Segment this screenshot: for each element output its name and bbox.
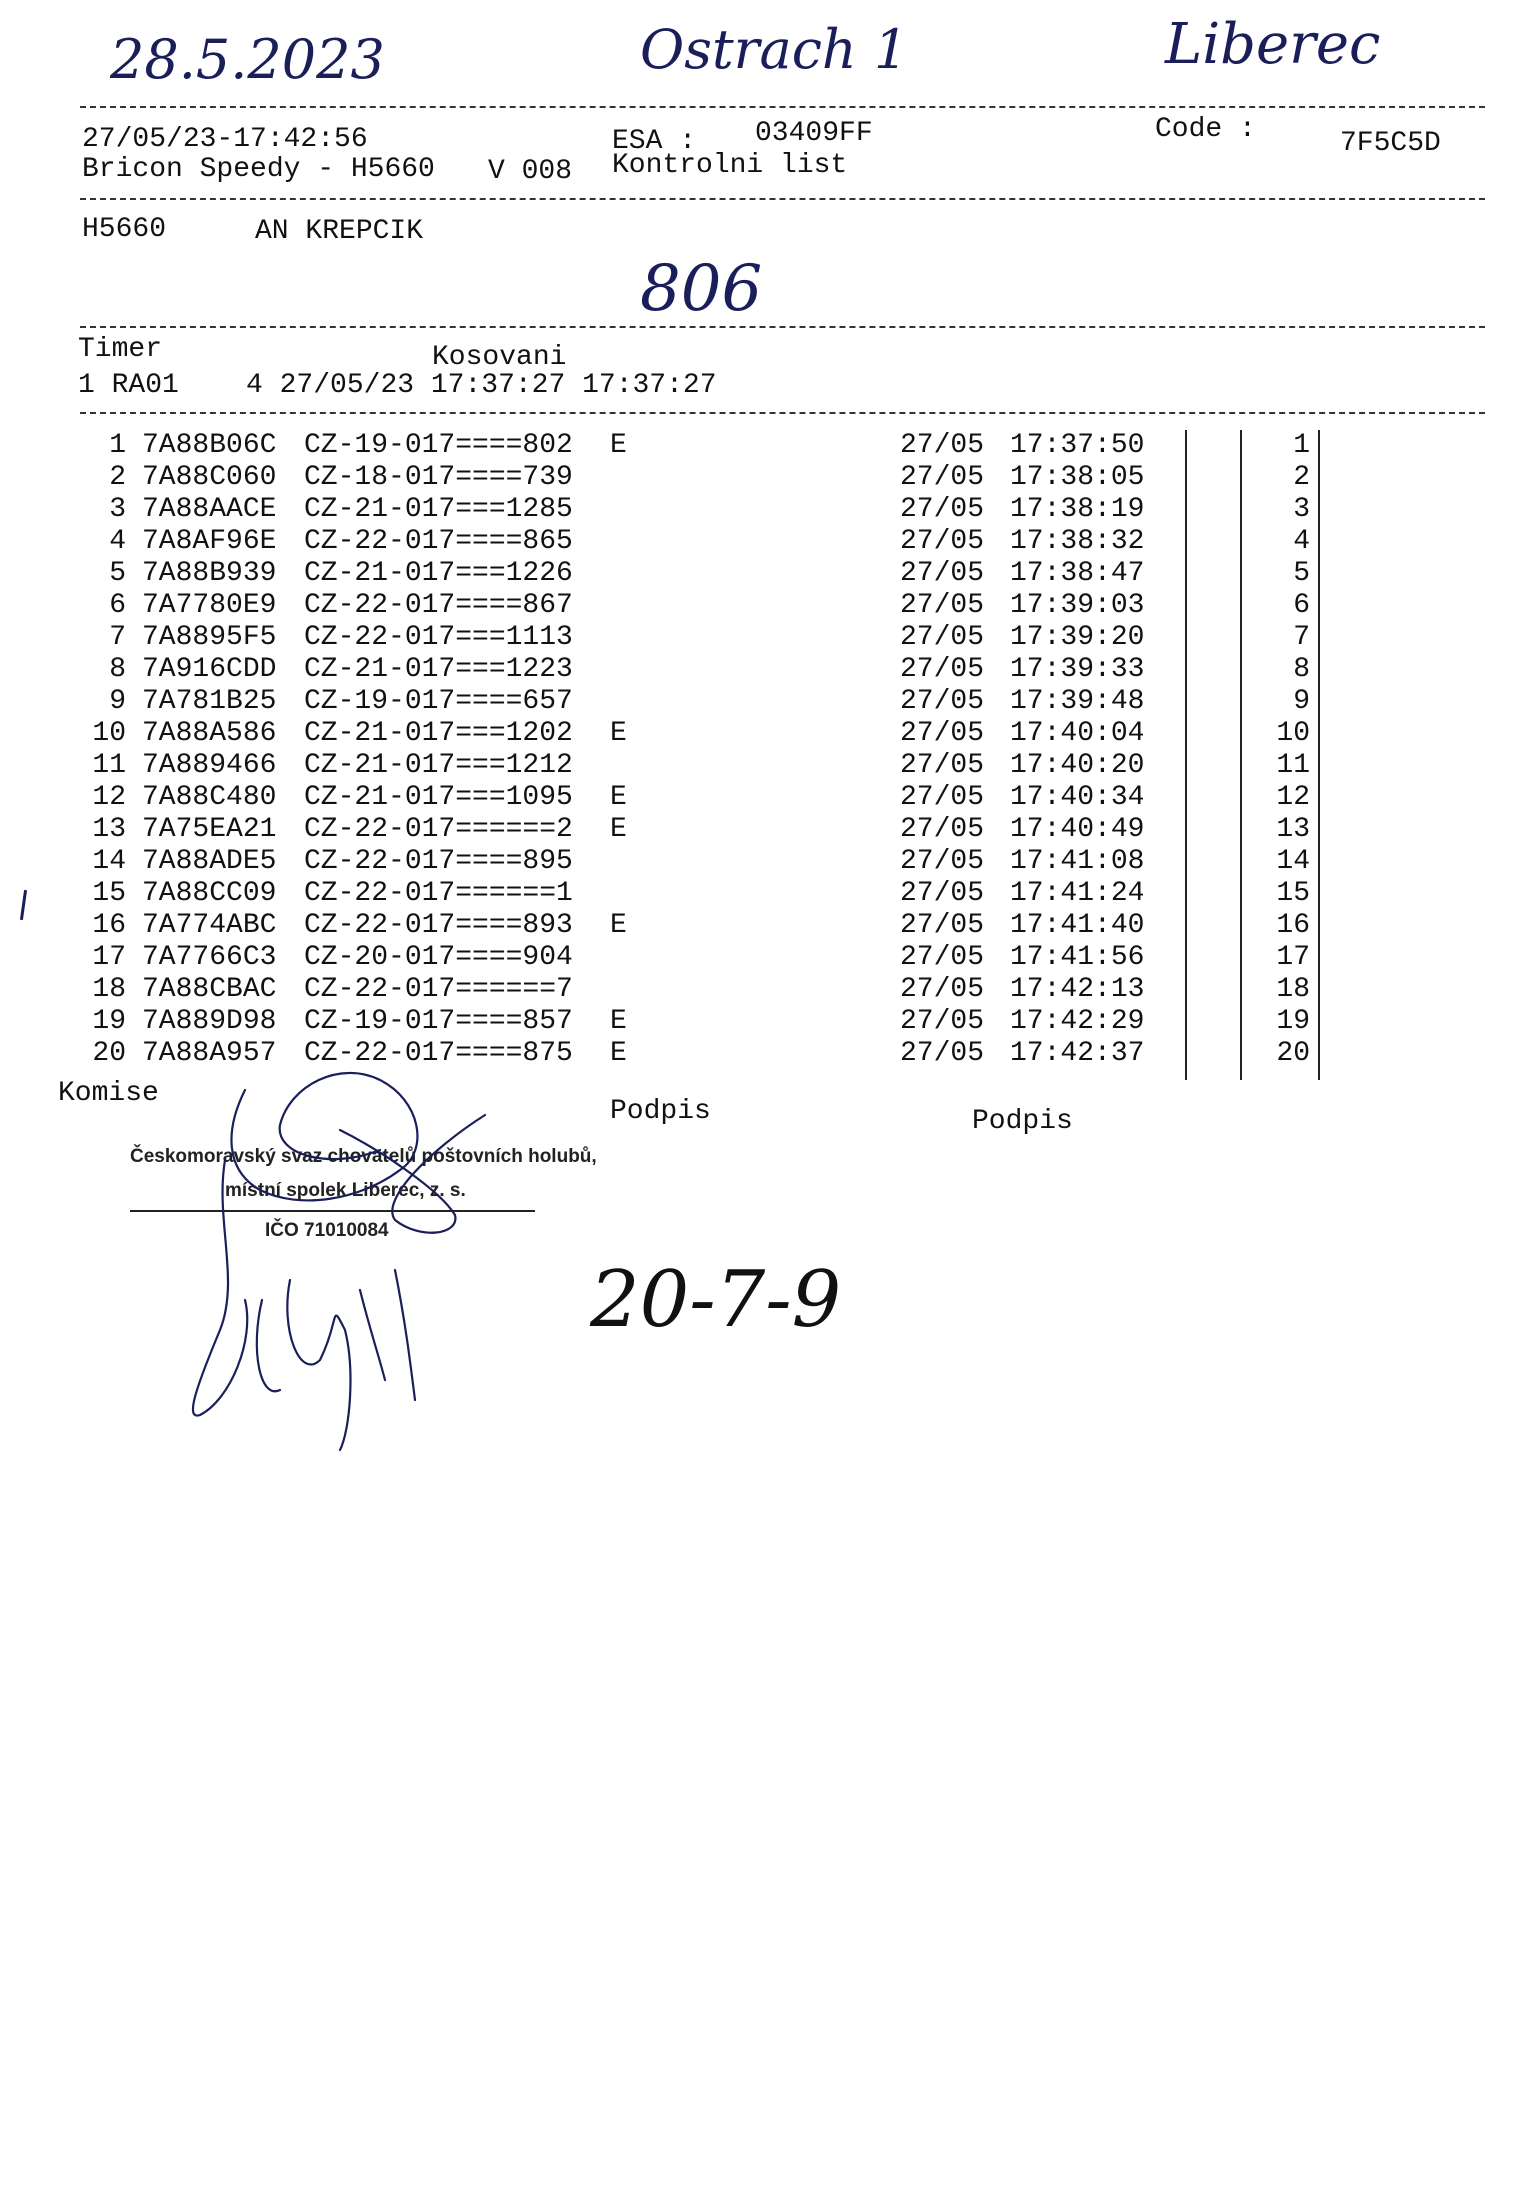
table-row: 2 7A88C060 CZ-18-017====739 27/05 17:38:05 2 bbox=[109, 462, 1310, 493]
member-name: AN KREPCIK bbox=[255, 216, 424, 247]
timer-row: 1 RA01 4 27/05/23 17:37:27 17:37:27 bbox=[78, 370, 717, 401]
table-row: 5 7A88B939 CZ-21-017===1226 27/05 17:38:47 5 bbox=[109, 558, 1310, 589]
table-row: 8 7A916CDD CZ-21-017===1223 27/05 17:39:33 8 bbox=[109, 654, 1310, 685]
kosovani-label: Kosovani bbox=[432, 342, 567, 373]
handwritten-count: 806 bbox=[640, 252, 763, 326]
table-row: 20 7A88A957 CZ-22-017====875 E 27/05 17:42:37 20 bbox=[92, 1038, 1310, 1069]
table-row: 9 7A781B25 CZ-19-017====657 27/05 17:39:48 9 bbox=[109, 686, 1310, 717]
table-row: 10 7A88A586 CZ-21-017===1202 E 27/05 17:40:04 10 bbox=[92, 718, 1310, 749]
komise-label: Komise bbox=[58, 1078, 159, 1109]
divider-top bbox=[80, 106, 1485, 108]
table-row: 14 7A88ADE5 CZ-22-017====895 27/05 17:41:08 14 bbox=[92, 846, 1310, 877]
table-row: 3 7A88AACE CZ-21-017===1285 27/05 17:38:19 3 bbox=[109, 494, 1310, 525]
handwritten-date: 28.5.2023 bbox=[110, 28, 385, 91]
device-name: Bricon Speedy - H5660 bbox=[82, 154, 435, 185]
divider-timer bbox=[80, 326, 1485, 328]
rule-right bbox=[1318, 430, 1320, 1080]
handwritten-place-right: Liberec bbox=[1165, 12, 1381, 77]
podpis-label-2: Podpis bbox=[972, 1106, 1073, 1137]
handwritten-result: 20-7-9 bbox=[590, 1255, 842, 1345]
stamp-line-3: IČO 71010084 bbox=[265, 1220, 389, 1241]
rule-left bbox=[1185, 430, 1187, 1080]
stamp-rule bbox=[130, 1210, 535, 1212]
table-row: 11 7A889466 CZ-21-017===1212 27/05 17:40:20 11 bbox=[92, 750, 1310, 781]
header-timestamp: 27/05/23-17:42:56 bbox=[82, 124, 368, 155]
table-row: 4 7A8AF96E CZ-22-017====865 27/05 17:38:32 4 bbox=[109, 526, 1310, 557]
podpis-label-1: Podpis bbox=[610, 1096, 711, 1127]
table-row: 12 7A88C480 CZ-21-017===1095 E 27/05 17:40:34 12 bbox=[92, 782, 1310, 813]
table-row: 15 7A88CC09 CZ-22-017======1 27/05 17:41:24 15 bbox=[92, 878, 1310, 909]
stamp-line-2: místní spolek Liberec, z. s. bbox=[225, 1180, 466, 1201]
device-version: V 008 bbox=[488, 156, 573, 187]
table-row: 18 7A88CBAC CZ-22-017======7 27/05 17:42:13 18 bbox=[92, 974, 1310, 1005]
stamp-line-1: Českomoravský svaz chovatelů poštovních holubů, bbox=[130, 1146, 597, 1167]
table-row: 17 7A7766C3 CZ-20-017====904 27/05 17:41:56 17 bbox=[92, 942, 1310, 973]
handwritten-place-mid: Ostrach 1 bbox=[640, 18, 909, 81]
table-row: 19 7A889D98 CZ-19-017====857 E 27/05 17:42:29 19 bbox=[92, 1006, 1310, 1037]
table-row: 13 7A75EA21 CZ-22-017======2 E 27/05 17:40:49 13 bbox=[92, 814, 1310, 845]
stamp bbox=[125, 1140, 597, 1260]
list-title: Kontrolni list bbox=[612, 150, 848, 181]
table-row: 7 7A8895F5 CZ-22-017===1113 27/05 17:39:20 7 bbox=[109, 622, 1310, 653]
table-row: 16 7A774ABC CZ-22-017====893 E 27/05 17:41:40 16 bbox=[92, 910, 1310, 941]
divider-header bbox=[80, 198, 1485, 200]
table-row: 1 7A88B06C CZ-19-017====802 E 27/05 17:37:50 1 bbox=[109, 430, 1310, 461]
rule-mid bbox=[1240, 430, 1242, 1080]
member-id: H5660 bbox=[82, 214, 167, 245]
esa-label: ESA : bbox=[612, 126, 697, 157]
table-row: 6 7A7780E9 CZ-22-017====867 27/05 17:39:03 6 bbox=[109, 590, 1310, 621]
code-value: 7F5C5D bbox=[1340, 128, 1441, 159]
esa-value: 03409FF bbox=[755, 118, 873, 149]
code-label: Code : bbox=[1155, 114, 1256, 145]
divider-list bbox=[80, 412, 1485, 414]
timer-label: Timer bbox=[78, 334, 163, 365]
